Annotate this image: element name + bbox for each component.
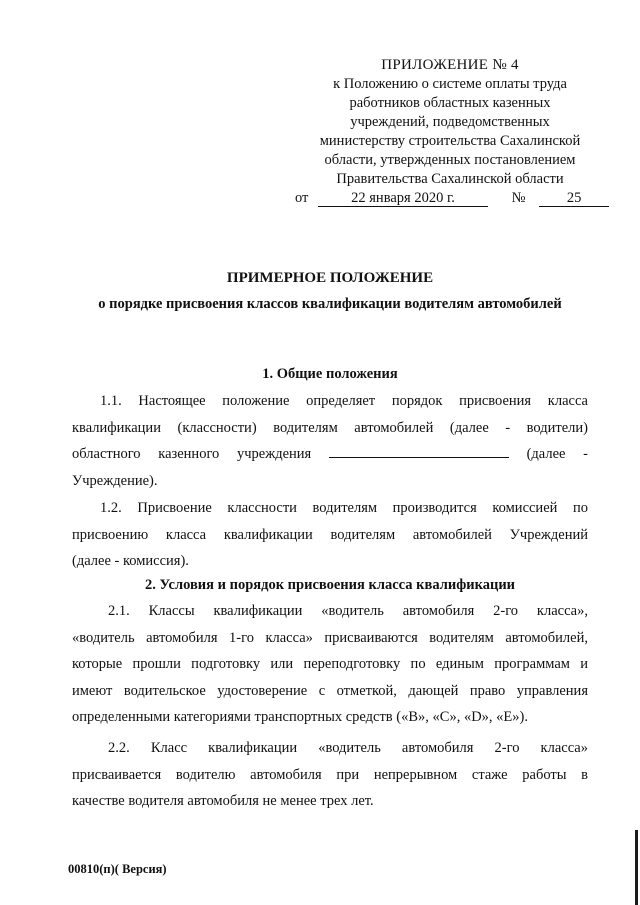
paragraph-line: которые прошли подготовку или переподготовку по единым программам и: [72, 656, 588, 672]
appendix-line-2: работников областных казенных: [349, 95, 551, 111]
paragraph-line: 1.2. Присвоение классности водителям производится комиссией по: [100, 500, 588, 516]
appendix-line-6: Правительства Сахалинской области: [336, 171, 564, 187]
footer-code: 00810(п)( Версия): [68, 862, 167, 876]
paragraph-1-1: [72, 388, 588, 494]
date-prefix: от: [295, 190, 309, 206]
appendix-block: [295, 56, 600, 208]
paragraph-line: качестве водителя автомобиля не менее трех лет.: [72, 793, 374, 809]
appendix-line-1: к Положению о системе оплаты труда: [333, 76, 567, 92]
paragraph-line: квалификации (классности) водителям автомобилей (далее - водители): [72, 419, 588, 436]
scan-edge-mark: [635, 830, 638, 905]
document-title: ПРИМЕРНОЕ ПОЛОЖЕНИЕ: [226, 270, 434, 286]
appendix-line-4: министерству строительства Сахалинской: [319, 133, 581, 149]
paragraph-line: (далее - комиссия).: [72, 553, 189, 569]
section-2-heading: 2. Условия и порядок присвоения класса квалификации: [144, 577, 516, 593]
paragraph-line: определенными категориями транспортных средств («В», «С», «D», «Е»).: [72, 709, 528, 725]
paragraph-line: областного казенного учреждения (далее -: [72, 441, 588, 468]
date-value: 22 января 2020 г.: [318, 189, 488, 207]
paragraph-1-2: [72, 495, 588, 575]
paragraph-line: присваивается водителю автомобиля при непрерывном стаже работы в: [72, 766, 588, 783]
paragraph-line: 2.2. Класс квалификации «водитель автомобиля 2-го класса»: [108, 740, 588, 756]
paragraph-line: 2.1. Классы квалификации «водитель автомобиля 2-го класса»,: [108, 603, 588, 619]
institution-blank: [329, 442, 509, 458]
appendix-line-5: области, утвержденных постановлением: [324, 152, 576, 168]
paragraph-line: присвоению класса квалификации водителям автомобилей Учреждений: [72, 526, 588, 543]
paragraph-line: имеют водительское удостоверение с отметкой, дающей право управления: [72, 682, 588, 699]
document-subtitle: о порядке присвоения классов квалификации водителям автомобилей: [98, 296, 562, 312]
paragraph-line: «водитель автомобиля 1-го класса» присваиваются водителям автомобилей,: [72, 629, 588, 646]
paragraph-line: 1.1. Настоящее положение определяет порядок присвоения класса: [100, 393, 588, 409]
appendix-date-row: [295, 189, 600, 208]
paragraph-2-2: [72, 735, 588, 815]
paragraph-line: Учреждение).: [72, 472, 158, 489]
paragraph-2-1: [72, 598, 588, 731]
appendix-heading: ПРИЛОЖЕНИЕ № 4: [381, 57, 519, 73]
number-value: 25: [539, 189, 609, 207]
appendix-line-3: учреждений, подведомственных: [350, 114, 550, 130]
section-1-heading: 1. Общие положения: [262, 366, 398, 382]
number-prefix: №: [511, 190, 526, 206]
